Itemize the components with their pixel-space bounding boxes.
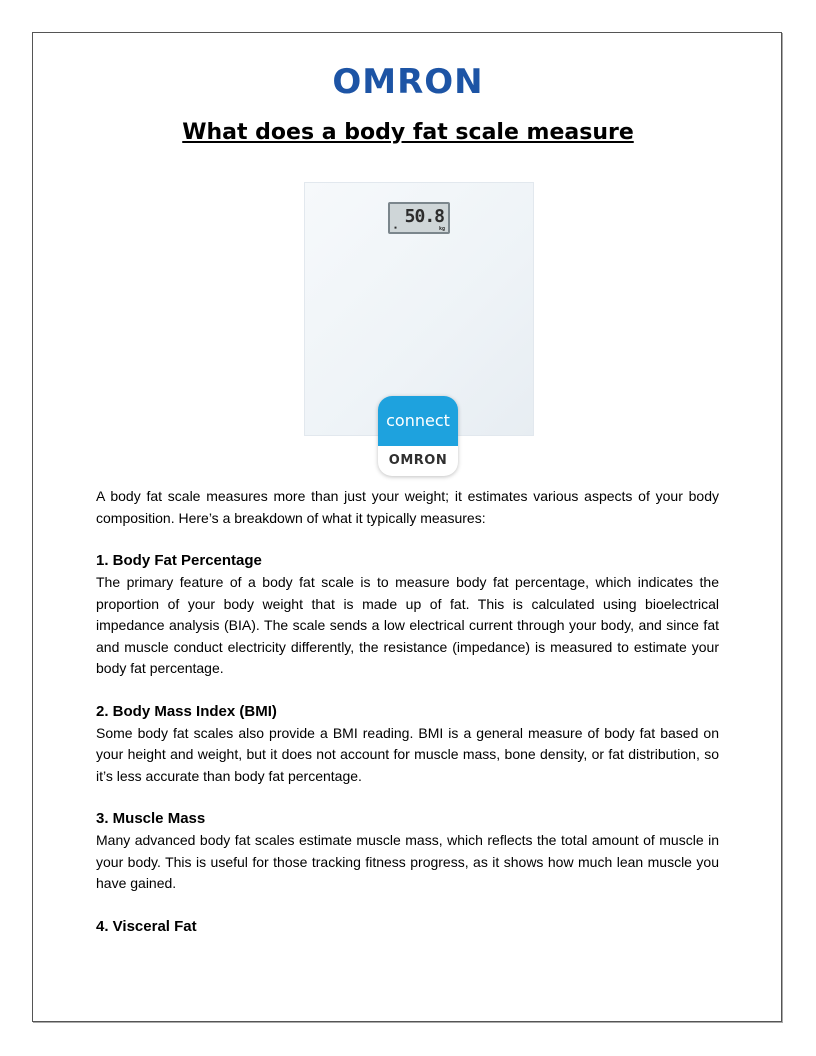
product-image bbox=[304, 182, 534, 477]
connect-app-icon bbox=[378, 396, 458, 476]
page-title: What does a body fat scale measure bbox=[182, 120, 634, 145]
section-heading: 1. Body Fat Percentage bbox=[96, 552, 262, 569]
section-paragraph: Many advanced body fat scales estimate muscle mass, which reflects the total amount of muscle in your body. This is useful for those tracking fitness progress, as it shows how much lean muscle you have gained. bbox=[96, 832, 719, 891]
section-heading: 4. Visceral Fat bbox=[96, 917, 197, 935]
section-heading: 2. Body Mass Index (BMI) bbox=[96, 702, 277, 720]
section-heading: 3. Muscle Mass bbox=[96, 810, 206, 827]
app-icon-brand: OMRON bbox=[388, 453, 448, 468]
intro-paragraph: A body fat scale measures more than just your weight; it estimates various aspects of your body composition. Here’s a breakdown of what it typically measures: bbox=[96, 488, 719, 526]
display-value: 50.8 bbox=[404, 206, 444, 227]
section-paragraph: The primary feature of a body fat scale is to measure body fat percentage, which indicates the proportion of your body weight that is made up of fat. This is calculated using bioelectrical impedance analysis (BIA). The scale sends a low electrical current through your body, and since fat and muscle conduct electricity differently, the resistance (impedance) is measured to estimate your body fat percentage. bbox=[96, 574, 719, 676]
omron-logo: OMRON bbox=[332, 62, 484, 102]
app-icon-label: connect bbox=[378, 396, 458, 446]
section-paragraph: Some body fat scales also provide a BMI reading. BMI is a general measure of body fat based on your height and weight, but it does not account for muscle mass, bone density, or fat distribution, so it’s less accurate than body fat percentage. bbox=[96, 724, 719, 784]
article-body bbox=[96, 486, 719, 938]
display-indicator-icon: ▪ bbox=[394, 225, 397, 231]
scale-display bbox=[388, 202, 450, 234]
display-unit: kg bbox=[438, 226, 445, 232]
